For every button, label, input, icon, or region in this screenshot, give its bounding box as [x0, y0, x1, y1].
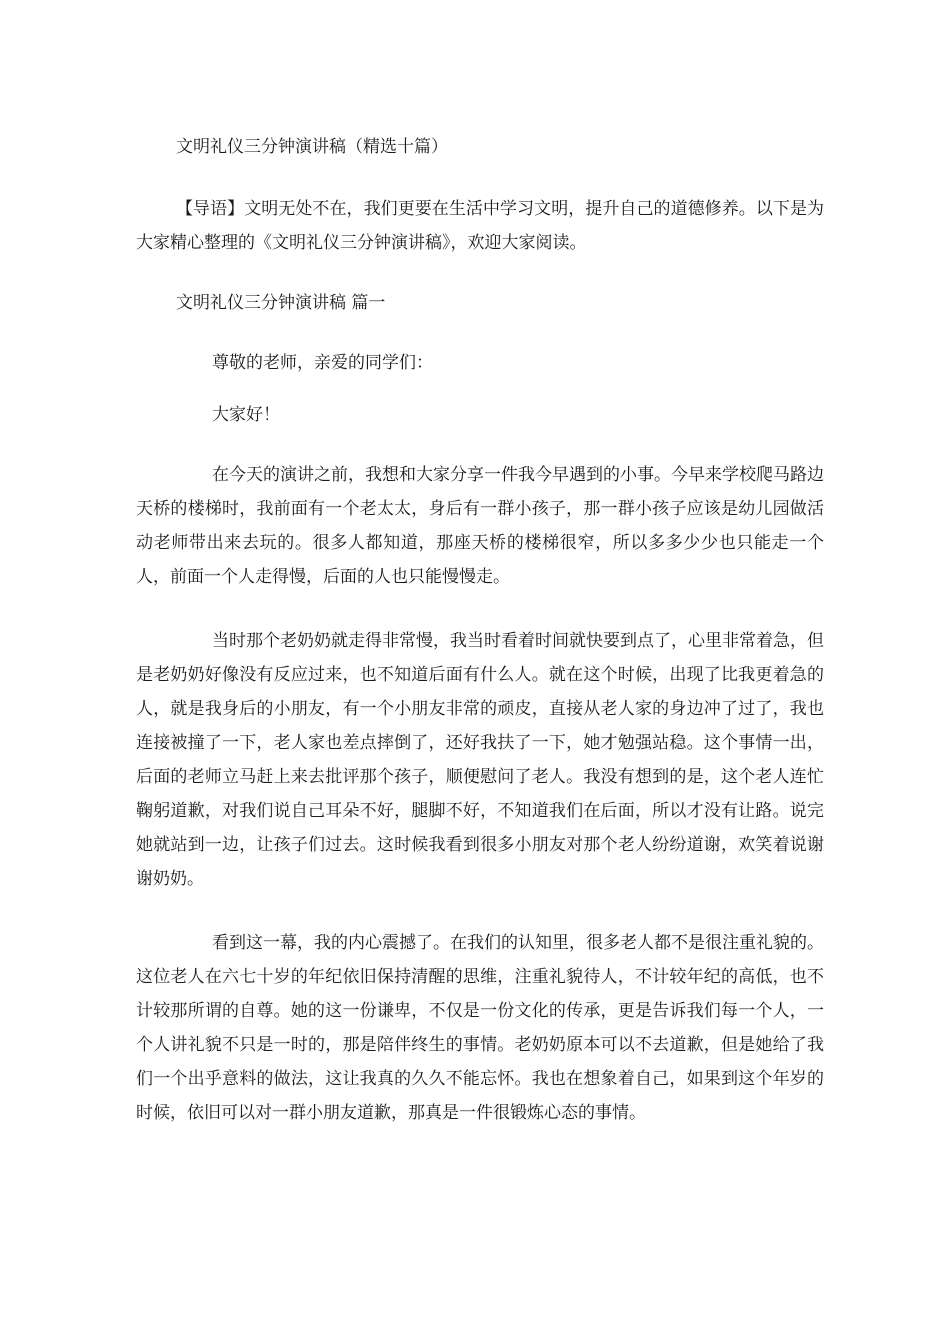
body-paragraph: 在今天的演讲之前，我想和大家分享一件我今早遇到的小事。今早来学校爬马路边天桥的楼梯时，我前面有一个老太太，身后有一群小孩子，那一群小孩子应该是幼儿园做活动老师带出来去玩的。很多人都知道，那座天桥的楼梯很窄，所以多多少少也只能走一个人，前面一个人走得慢，后面的人也只能慢慢走。 [136, 465, 824, 587]
greeting: 大家好！ [212, 405, 280, 425]
salutation: 尊敬的老师，亲爱的同学们： [212, 353, 433, 373]
document-body [136, 130, 824, 1130]
intro-paragraph: 【导语】文明无处不在，我们更要在生活中学习文明，提升自己的道德修养。以下是为大家精心整理的《文明礼仪三分钟演讲稿》，欢迎大家阅读。 [136, 199, 824, 253]
document-title: 文明礼仪三分钟演讲稿（精选十篇） [176, 137, 448, 157]
body-paragraph: 当时那个老奶奶就走得非常慢，我当时看着时间就快要到点了，心里非常着急，但是老奶奶好像没有反应过来，也不知道后面有什么人。就在这个时候，出现了比我更着急的人，就是我身后的小朋友，有一个小朋友非常的顽皮，直接从老人家的身边冲了过了，我也连接被撞了一下，老人家也差点摔倒了，还好我扶了一下，她才勉强站稳。这个事情一出，后面的老师立马赶上来去批评那个孩子，顺便慰问了老人。我没有想到的是，这个老人连忙鞠躬道歉，对我们说自己耳朵不好，腿脚不好，不知道我们在后面，所以才没有让路。说完她就站到一边，让孩子们过去。这时候我看到很多小朋友对那个老人纷纷道谢，欢笑着说谢谢奶奶。 [136, 631, 824, 889]
section-heading: 文明礼仪三分钟演讲稿 篇一 [176, 293, 386, 313]
body-paragraph: 看到这一幕，我的内心震撼了。在我们的认知里，很多老人都不是很注重礼貌的。这位老人在六七十岁的年纪依旧保持清醒的思维，注重礼貌待人，不计较年纪的高低，也不计较那所谓的自尊。她的这一份谦卑，不仅是一份文化的传承，更是告诉我们每一个人，一个人讲礼貌不只是一时的，那是陪伴终生的事情。老奶奶原本可以不去道歉，但是她给了我们一个出乎意料的做法，这让我真的久久不能忘怀。我也在想象着自己，如果到这个年岁的时候，依旧可以对一群小朋友道歉，那真是一件很锻炼心态的事情。 [136, 933, 824, 1123]
